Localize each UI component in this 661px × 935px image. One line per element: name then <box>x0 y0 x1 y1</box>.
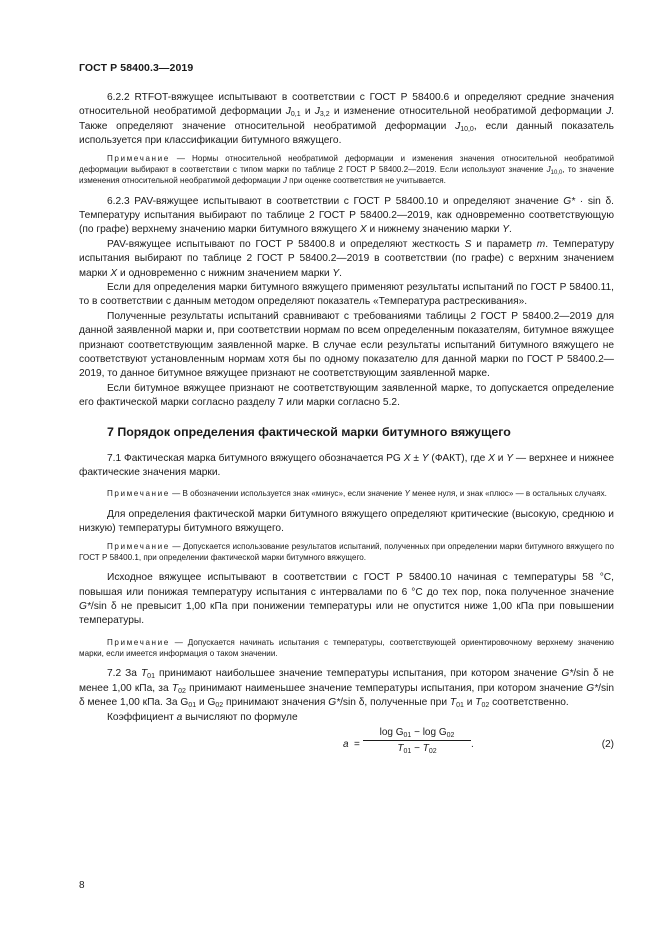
page-number: 8 <box>79 880 85 891</box>
clause-7-1-critical: Для определения фактической марки битумного вяжущего определяют критические (высокую, среднюю и низкую) температуры битумного вяжущего. <box>79 508 614 535</box>
note-7-1-start: Примечание — Допускается начинать испытания с температуры, соответствующей ориентировочному верхнему значению марки, если имеется информация о таком значении. <box>79 637 614 659</box>
clause-6-2-3-results: Полученные результаты испытаний сравнивают с требованиями таблицы 2 ГОСТ Р 58400.2—2019 для данной заявленной марки и, при соответствии нормам по всем определенным показателям, битумное вяжущее признают соответствующим заявленной марке. В случае если результаты испытаний битумного вяжущего не соответствуют установленным нормам хотя бы по одному показателю для данной марки по ГОСТ Р 58400.2—2019, то данное битумное вяжущее признают не соответствующим заявленной марке. <box>79 310 614 380</box>
formula-fraction <box>363 727 471 754</box>
formula-numerator: $\log G_{01} - \log G_{02}$ <box>363 727 471 741</box>
clause-6-2-3: 6.2.3 PAV-вяжущее испытывают в соответствии с ГОСТ Р 58400.10 и определяют значение G* · sin δ. Температуру испытания выбирают по таблице 2 ГОСТ Р 58400.2—2019, как одновременно соответствующую (по графе) верхнему значению марки битумного вяжущего X и нижнему значению марки Y. <box>79 195 614 236</box>
note-label: Примечание <box>107 153 170 163</box>
note-7-1-sign: Примечание — В обозначении используется знак «минус», если значение Y менее нуля, и знак «плюс» — в остальных случаях. <box>107 489 607 499</box>
formula-lhs: a <box>343 738 349 750</box>
note-label: Примечание <box>107 541 170 551</box>
formula-2: a = $\frac{\log G_{01} - \log G_{02}}{T_{01} - T_{02}}$ . (2) <box>343 726 614 755</box>
clause-6-2-3-pav: PAV-вяжущее испытывают по ГОСТ Р 58400.8 и определяют жесткость S и параметр m. Температуру испытания выбирают по таблице 2 ГОСТ Р 58400.2—2019 в соответствии (по графе) с верхним значением марки X и одновременно с нижним значением марки Y. <box>79 238 614 279</box>
document-header: ГОСТ Р 58400.3—2019 <box>79 62 194 74</box>
clause-7-2: 7.2 За $T_{01}$ принимают наибольшее значение температуры испытания, при котором значение G*/sin δ не менее 1,00 кПа, за $T_{02}$ принимают наименьшее значение температуры испытания, при котором значение G*/sin δ менее 1,00 кПа. За $G_{01}$ и $G_{02}$ принимают значения G*/sin δ, полученные при $T_{01}$ и $T_{02}$ соответственно. <box>79 668 614 710</box>
coefficient-intro: Коэффициент a вычисляют по формуле <box>107 711 298 723</box>
clause-7-1-source: Исходное вяжущее испытывают в соответствии с ГОСТ Р 58400.10 начиная с температуры 58 °C, повышая или понижая температуру испытания с интервалами по 6 °C до тех пор, пока полученное значение G*/sin δ не превысит 1,00 кПа при понижении температуры или не опустится ниже 1,00 кПа при повышении температуры. <box>79 572 614 627</box>
note-label: Примечание <box>107 637 170 647</box>
page-content <box>79 91 614 763</box>
section-7-heading: 7 Порядок определения фактической марки битумного вяжущего <box>107 424 511 439</box>
note-label: Примечание <box>107 489 170 499</box>
clause-7-1: 7.1 Фактическая марка битумного вяжущего обозначается PG X ± Y (ФАКТ), где X и Y — верхнее и нижнее фактические значения марки. <box>79 452 614 479</box>
formula-denominator: $T_{01} - T_{02}$ <box>397 742 437 755</box>
formula-number: (2) <box>601 738 614 750</box>
clause-6-2-3-nonconform: Если битумное вяжущее признают не соответствующим заявленной марке, то допускается определение его фактической марки согласно разделу 7 или марки согласно 5.2. <box>79 382 614 409</box>
note-6-2-2: Примечание — Нормы относительной необратимой деформации и изменения значения относительной необратимой деформации выбирают в соответствии с типом марки по таблице 2 ГОСТ Р 58400.2—2019. Если используют значение $J_{10,0}$, то значение изменения относительной необратимой деформации J при оценке соответствия не учитывается. <box>79 153 614 186</box>
formula-equals: = <box>354 738 360 750</box>
clause-6-2-3-cracking: Если для определения марки битумного вяжущего применяют результаты испытаний по ГОСТ Р 58400.11, то в соответствии с данным методом определяют показатель «Температура растрескивания». <box>79 281 614 308</box>
clause-6-2-2: 6.2.2 RTFOT-вяжущее испытывают в соответствии с ГОСТ Р 58400.6 и определяют средние значения относительной необратимой деформации $J_{0,1}$ и $J_{3,2}$ и изменение относительной необратимой деформации J. Также определяют значение относительной необратимой деформации $J_{10,0}$, если данный показатель используется при классификации битумного вяжущего. <box>79 92 614 147</box>
note-7-1-results: Примечание — Допускается использование результатов испытаний, полученных при определении марки битумного вяжущего по ГОСТ Р 58400.1, при определении фактической марки битумного вяжущего. <box>79 541 614 562</box>
